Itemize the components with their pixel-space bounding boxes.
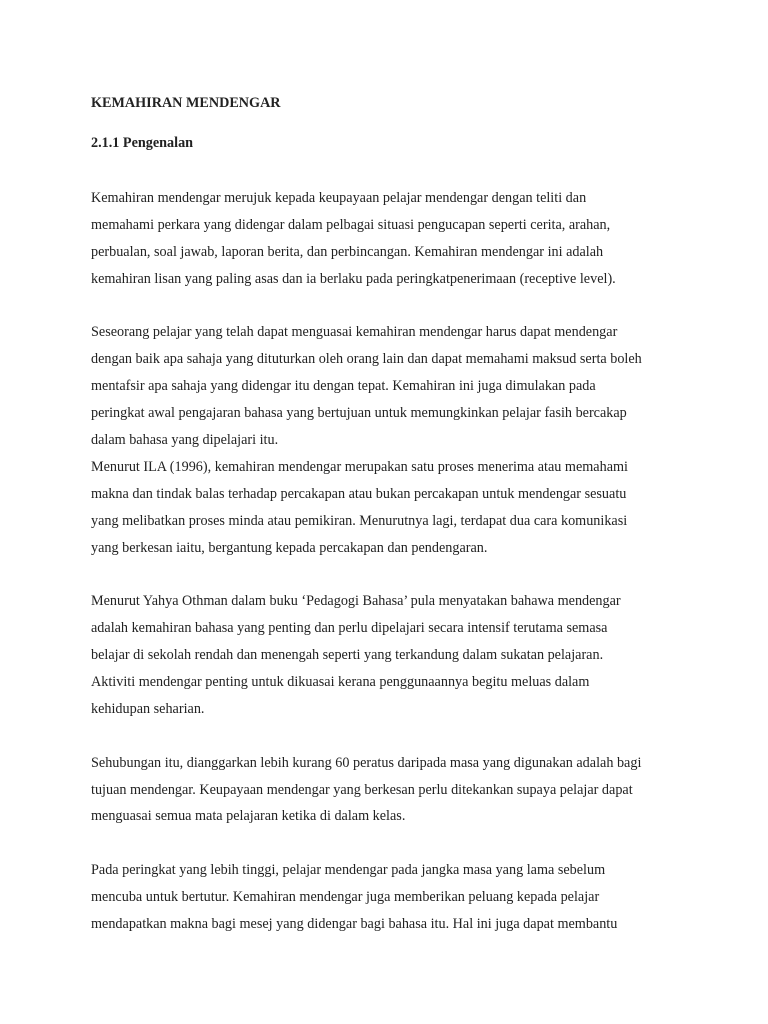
- text-line: memahami perkara yang didengar dalam pelbagai situasi pengucapan seperti cerita, arahan,: [91, 216, 611, 233]
- text-line: belajar di sekolah rendah dan menengah seperti yang terkandung dalam sukatan pelajaran.: [91, 647, 604, 664]
- document-title: KEMAHIRAN MENDENGAR: [91, 95, 281, 111]
- text-line: perbualan, soal jawab, laporan berita, dan perbincangan. Kemahiran mendengar ini adalah: [91, 243, 604, 260]
- text-line: mentafsir apa sahaja yang didengar itu dengan tepat. Kemahiran ini juga dimulakan pada: [91, 378, 596, 395]
- text-line: mendapatkan makna bagi mesej yang didengar bagi bahasa itu. Hal ini juga dapat membantu: [91, 916, 618, 933]
- spacer: [91, 293, 691, 320]
- text-line: dengan baik apa sahaja yang dituturkan oleh orang lain dan dapat memahami maksud serta boleh: [91, 351, 642, 368]
- text-line: Aktiviti mendengar penting untuk dikuasai kerana penggunaannya begitu meluas dalam: [91, 674, 590, 691]
- spacer: [91, 154, 691, 185]
- text-line: tujuan mendengar. Keupayaan mendengar yang berkesan perlu ditekankan supaya pelajar dapat: [91, 781, 633, 798]
- paragraph-5: [91, 857, 691, 938]
- text-line: adalah kemahiran bahasa yang penting dan perlu dipelajari secara intensif terutama semasa: [91, 620, 608, 637]
- text-line: yang berkesan iaitu, bergantung kepada percakapan dan pendengaran.: [91, 539, 488, 556]
- spacer: [91, 561, 691, 588]
- text-line: mencuba untuk bertutur. Kemahiran mendengar juga memberikan peluang kepada pelajar: [91, 889, 600, 906]
- text-line: Sehubungan itu, dianggarkan lebih kurang 60 peratus daripada masa yang digunakan adalah bagi: [91, 754, 642, 771]
- text-line: dalam bahasa yang dipelajari itu.: [91, 432, 279, 449]
- paragraph-4: [91, 750, 691, 831]
- text-line: Seseorang pelajar yang telah dapat menguasai kemahiran mendengar harus dapat mendengar: [91, 324, 618, 341]
- text-line: Pada peringkat yang lebih tinggi, pelajar mendengar pada jangka masa yang lama sebelum: [91, 862, 606, 879]
- text-line: peringkat awal pengajaran bahasa yang bertujuan untuk memungkinkan pelajar fasih bercakap: [91, 405, 627, 422]
- spacer: [91, 723, 691, 750]
- text-line: yang melibatkan proses minda atau pemikiran. Menurutnya lagi, terdapat dua cara komunikasi: [91, 512, 628, 529]
- text-line: Menurut Yahya Othman dalam buku ‘Pedagogi Bahasa’ pula menyatakan bahawa mendengar: [91, 593, 621, 610]
- text-line: kemahiran lisan yang paling asas dan ia berlaku pada peringkatpenerimaan (receptive level).: [91, 270, 616, 287]
- text-line: kehidupan seharian.: [91, 700, 205, 717]
- text-line: menguasai semua mata pelajaran ketika di dalam kelas.: [91, 808, 406, 825]
- paragraph-3: [91, 588, 691, 722]
- text-line: Menurut ILA (1996), kemahiran mendengar merupakan satu proses menerima atau memahami: [91, 458, 628, 475]
- text-line: makna dan tindak balas terhadap percakapan atau bukan percakapan untuk mendengar sesuatu: [91, 485, 627, 502]
- text-line: Kemahiran mendengar merujuk kepada keupayaan pelajar mendengar dengan teliti dan: [91, 190, 587, 206]
- spacer: [91, 830, 691, 857]
- document-page: [91, 92, 691, 938]
- section-heading: 2.1.1 Pengenalan: [91, 135, 194, 151]
- paragraph-2: [91, 319, 691, 561]
- paragraph-1: [91, 185, 691, 293]
